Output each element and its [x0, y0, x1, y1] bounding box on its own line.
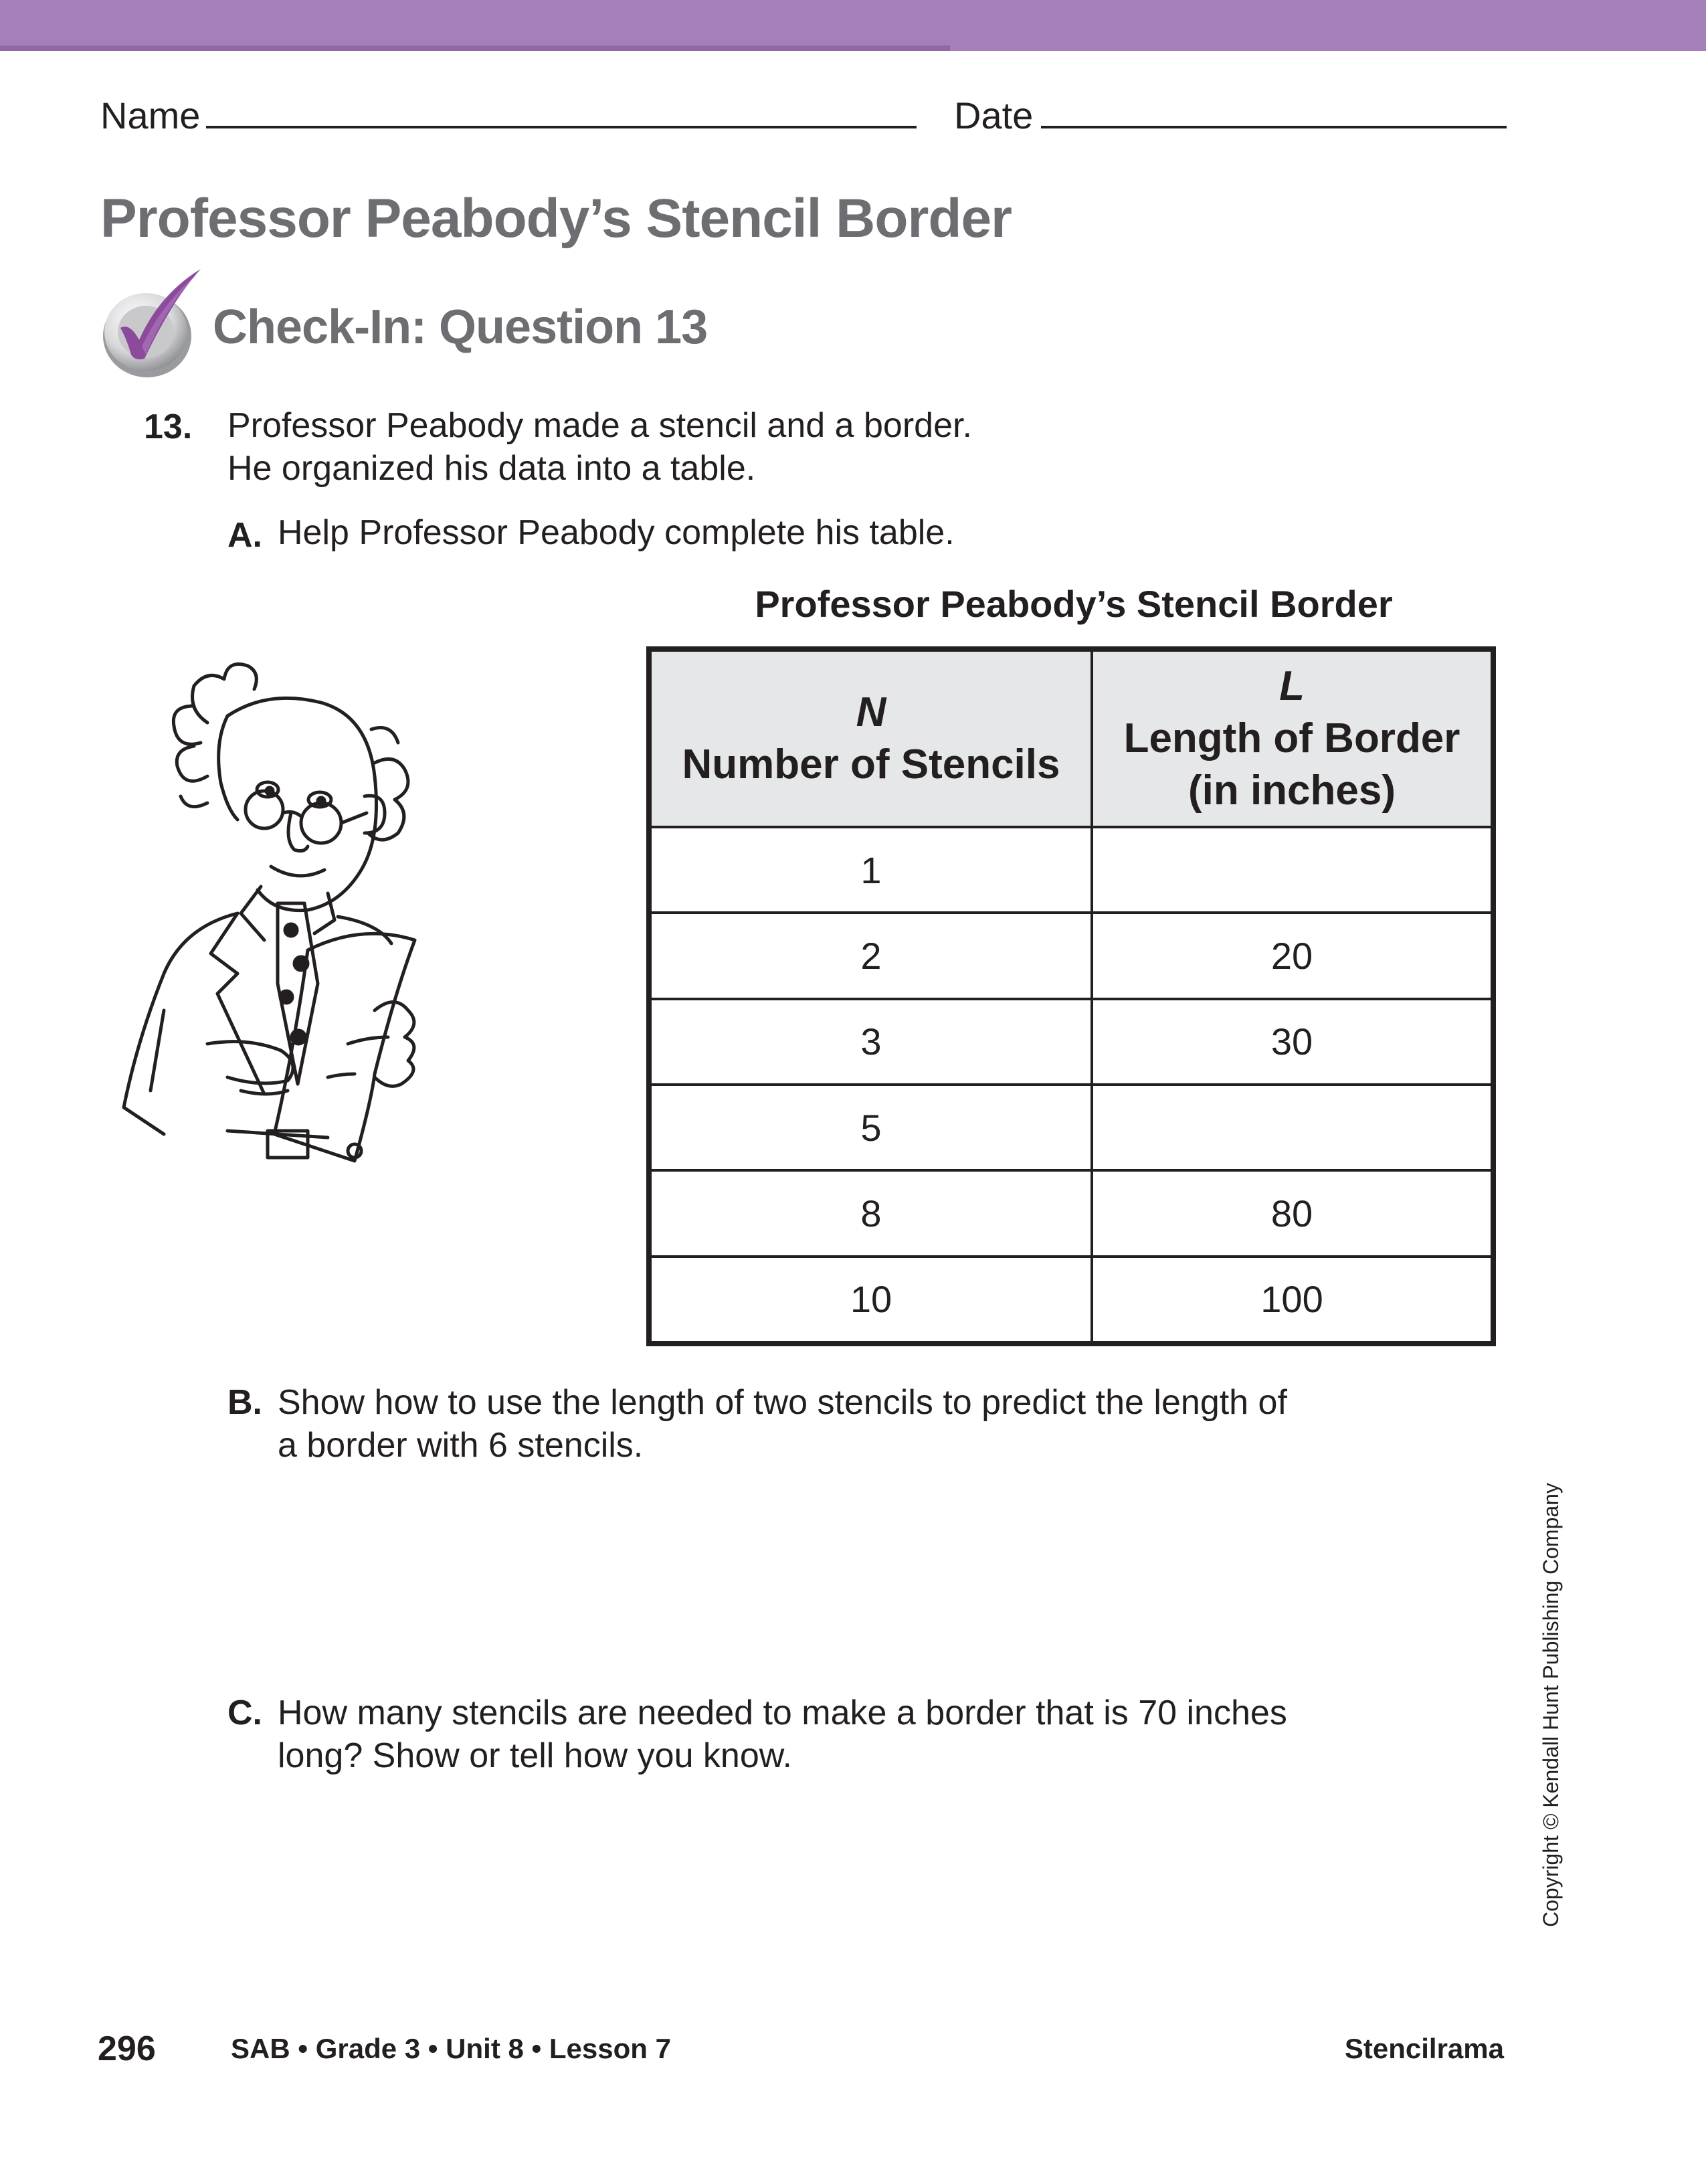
date-field[interactable]	[1041, 126, 1507, 128]
part-b-line-2: a border with 6 stencils.	[278, 1426, 644, 1465]
cell-stencils: 5	[649, 1085, 1092, 1170]
cell-length: 20	[1092, 913, 1493, 998]
column-header-length-of-border	[1092, 649, 1493, 827]
part-b-label: B.	[227, 1383, 262, 1422]
column-header-number-of-stencils	[649, 649, 1092, 827]
part-a-text: Help Professor Peabody complete his table.	[278, 513, 955, 552]
column-label-number-of-stencils: Number of Stencils	[682, 741, 1060, 788]
cell-stencils: 8	[649, 1170, 1092, 1256]
table-row	[649, 1170, 1493, 1256]
checkmark-badge-icon	[100, 261, 211, 381]
question-number: 13.	[144, 407, 193, 446]
cell-length: 80	[1092, 1170, 1493, 1256]
table-row	[649, 1257, 1493, 1344]
part-c-line-2: long? Show or tell how you know.	[278, 1736, 792, 1775]
stencil-border-table	[646, 646, 1496, 1346]
page-number: 296	[98, 2029, 156, 2068]
column-variable-l: L	[1279, 663, 1305, 709]
professor-illustration	[107, 662, 549, 1211]
top-bar-shadow	[0, 46, 950, 51]
table-title: Professor Peabody’s Stencil Border	[755, 583, 1393, 625]
table-row	[649, 827, 1493, 913]
column-label-length-line-1: Length of Border	[1123, 715, 1460, 761]
cell-length: 30	[1092, 999, 1493, 1085]
table-row	[649, 913, 1493, 998]
top-color-bar	[0, 0, 1706, 51]
part-c-label: C.	[227, 1694, 262, 1732]
question-line-1: Professor Peabody made a stencil and a border.	[227, 406, 972, 445]
part-b-line-1: Show how to use the length of two stencils to predict the length of	[278, 1383, 1287, 1422]
cell-stencils: 3	[649, 999, 1092, 1085]
copyright-notice: Copyright © Kendall Hunt Publishing Company	[1539, 1483, 1563, 1927]
footer-unit-title: Stencilrama	[1344, 2033, 1504, 2064]
name-label: Name	[100, 94, 201, 136]
date-label: Date	[954, 94, 1034, 136]
cell-stencils: 10	[649, 1257, 1092, 1344]
column-label-length-line-2: (in inches)	[1188, 767, 1396, 814]
table-row	[649, 999, 1493, 1085]
page-title: Professor Peabody’s Stencil Border	[100, 188, 1012, 249]
cell-length: 100	[1092, 1257, 1493, 1344]
part-c-label-wrap	[227, 1692, 262, 1734]
question-line-2: He organized his data into a table.	[227, 449, 756, 488]
part-c-line-1: How many stencils are needed to make a border that is 70 inches	[278, 1694, 1287, 1732]
part-a-label: A.	[227, 516, 262, 555]
part-b-label-wrap	[227, 1381, 262, 1424]
column-variable-n: N	[856, 689, 886, 735]
checkin-title: Check-In: Question 13	[213, 300, 708, 354]
cell-stencils: 2	[649, 913, 1092, 998]
cell-stencils: 1	[649, 827, 1092, 913]
name-field[interactable]	[206, 126, 917, 128]
cell-length-blank[interactable]	[1092, 827, 1493, 913]
footer-course-info: SAB • Grade 3 • Unit 8 • Lesson 7	[231, 2033, 671, 2064]
cell-length-blank[interactable]	[1092, 1085, 1493, 1170]
table-row	[649, 1085, 1493, 1170]
